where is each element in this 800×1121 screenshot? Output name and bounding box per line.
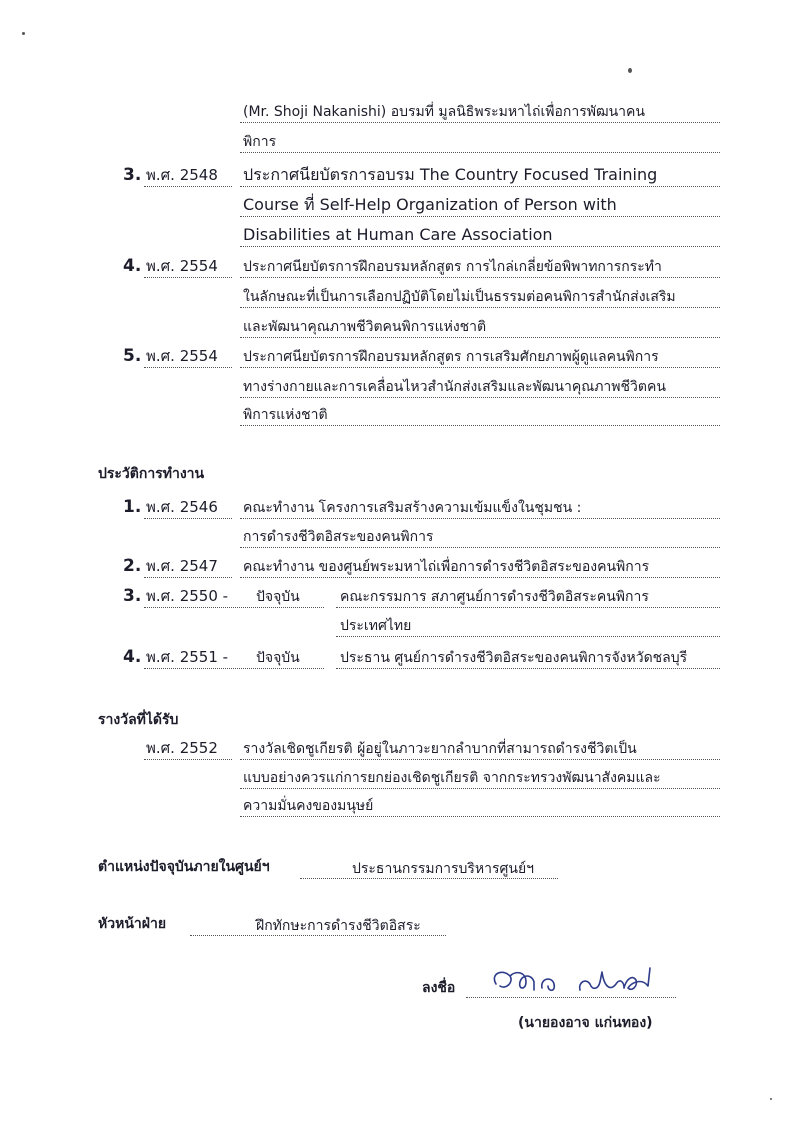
awards-heading: รางวัลที่ได้รับ [98,712,179,728]
dotted-line [144,668,324,669]
training-item-year: พ.ศ. 2554 [146,257,218,275]
dotted-line [144,607,324,608]
work-item-year: พ.ศ. 2551 - [146,648,229,666]
award-line: รางวัลเชิดชูเกียรติ ผู้อยู่ในภาวะยากลำบากที่สามารถดำรงชีวิตเป็น [243,741,637,757]
training-item-line: พิการแห่งชาติ [243,407,328,423]
training-item-line: ประกาศนียบัตรการฝึกอบรมหลักสูตร การไกล่เกลี่ยข้อพิพาทการกระทำ [243,259,662,275]
dotted-line [336,636,720,637]
training-item-line: และพัฒนาคุณภาพชีวิตคนพิการแห่งชาติ [243,319,487,335]
training-item-number: 5. [123,346,142,366]
work-item-line: ประธาน ศูนย์การดำรงชีวิตอิสระของคนพิการจังหวัดชลบุรี [340,650,688,666]
scan-speck [22,32,25,35]
training-continuation-line: (Mr. Shoji Nakanishi) อบรมที่ มูลนิธิพระมหาไถ่เพื่อการพัฒนาคน [243,104,645,120]
department-label: หัวหน้าฝ่าย [98,916,167,932]
work-history-heading: ประวัติการทำงาน [98,466,205,482]
training-item-line: ประกาศนียบัตรการอบรม The Country Focused Training [243,165,658,184]
work-item-present: ปัจจุบัน [256,650,300,666]
training-item-line: ประกาศนียบัตรการฝึกอบรมหลักสูตร การเสริมศักยภาพผู้ดูแลคนพิการ [243,349,659,365]
dotted-line [144,759,232,760]
handwritten-signature [482,960,672,1000]
work-item-line: คณะทำงาน โครงการเสริมสร้างความเข้มแข็งในชุมชน : [243,500,582,516]
dotted-line [240,277,720,278]
department-value: ฝึกทักษะการดำรงชีวิตอิสระ [256,918,421,934]
dotted-line [240,367,720,368]
dotted-line [240,425,720,426]
dotted-line [240,337,720,338]
dotted-line [240,246,720,247]
training-item-year: พ.ศ. 2548 [146,166,218,184]
dotted-line [144,518,232,519]
work-item-year: พ.ศ. 2546 [146,498,218,516]
dotted-line [240,759,720,760]
training-item-line: ในลักษณะที่เป็นการเลือกปฏิบัติโดยไม่เป็นธรรมต่อคนพิการสำนักส่งเสริม [243,289,676,305]
dotted-line [336,668,720,669]
dotted-line [240,816,720,817]
work-item-number: 3. [123,586,142,606]
award-line: ความมั่นคงของมนุษย์ [243,798,374,814]
dotted-line [240,186,720,187]
work-item-line: คณะทำงาน ของศูนย์พระมหาไถ่เพื่อการดำรงชีวิตอิสระของคนพิการ [243,559,650,575]
position-value: ประธานกรรมการบริหารศูนย์ฯ [352,861,535,877]
training-item-year: พ.ศ. 2554 [146,347,218,365]
dotted-line [240,788,720,789]
dotted-line [240,547,720,548]
work-item-number: 4. [123,647,142,667]
work-item-year: พ.ศ. 2550 - [146,587,229,605]
training-item-line: Disabilities at Human Care Association [243,225,553,244]
dotted-line [144,577,232,578]
award-line: แบบอย่างควรแก่การยกย่องเชิดชูเกียรติ จากกระทรวงพัฒนาสังคมและ [243,770,661,786]
training-item-number: 3. [123,165,142,185]
training-item-line: ทางร่างกายและการเคลื่อนไหวสำนักส่งเสริมและพัฒนาคุณภาพชีวิตคน [243,379,666,395]
scan-speck [628,68,632,73]
dotted-line [240,577,720,578]
dotted-line [144,367,232,368]
work-item-number: 1. [123,497,142,517]
dotted-line [190,935,446,936]
dotted-line [240,397,720,398]
award-year: พ.ศ. 2552 [146,739,218,757]
work-item-line: คณะกรรมการ สภาศูนย์การดำรงชีวิตอิสระคนพิการ [340,589,649,605]
work-item-present: ปัจจุบัน [256,589,300,605]
work-item-year: พ.ศ. 2547 [146,557,218,575]
dotted-line [240,216,720,217]
training-item-line: Course ที่ Self-Help Organization of Person with [243,195,617,214]
dotted-line [336,607,720,608]
training-continuation-line: พิการ [243,134,277,150]
dotted-line [240,122,720,123]
work-item-line: การดำรงชีวิตอิสระของคนพิการ [243,529,434,545]
work-item-number: 2. [123,556,142,576]
position-label: ตำแหน่งปัจจุบันภายในศูนย์ฯ [98,859,270,875]
dotted-line [144,277,232,278]
dotted-line [240,152,720,153]
work-item-line: ประเทศไทย [340,618,412,634]
signatory-name: (นายองอาจ แก่นทอง) [518,1015,653,1031]
signature-label: ลงชื่อ [422,980,456,996]
dotted-line [144,186,232,187]
dotted-line [240,307,720,308]
scan-speck [770,1098,772,1100]
dotted-line [300,878,558,879]
dotted-line [240,518,720,519]
training-item-number: 4. [123,256,142,276]
